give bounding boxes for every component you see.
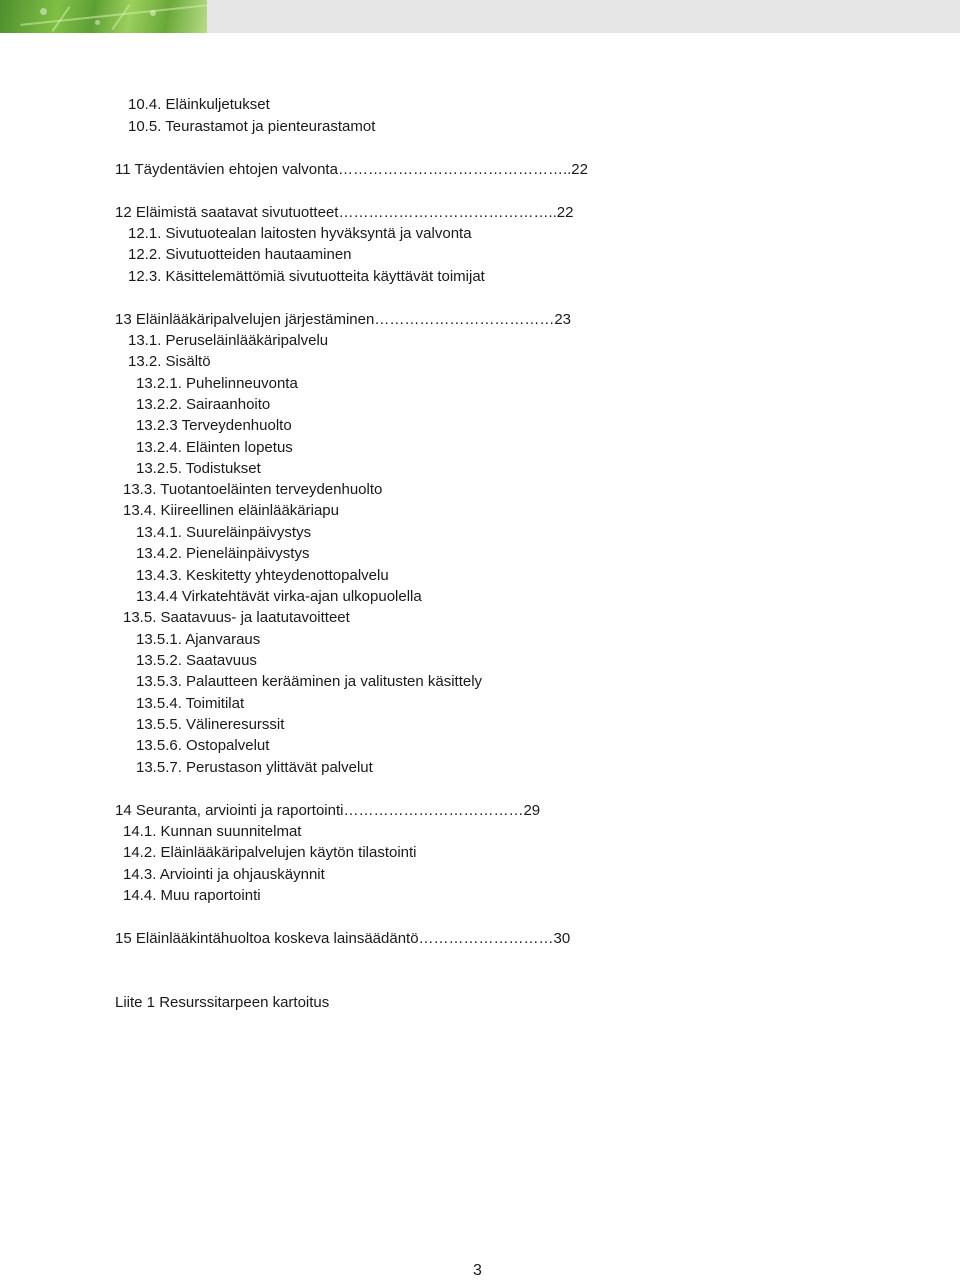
- toc-entry-13-5: 13.5. Saatavuus- ja laatutavoitteet: [123, 609, 350, 626]
- toc-entry-13-5-4: 13.5.4. Toimitilat: [136, 695, 245, 712]
- toc-entry-14-2: 14.2. Eläinlääkäripalvelujen käytön tilastointi: [123, 844, 417, 861]
- toc-entry-10-5: 10.5. Teurastamot ja pienteurastamot: [128, 118, 376, 135]
- toc-entry-12-3: 12.3. Käsittelemättömiä sivutuotteita käyttävät toimijat: [128, 268, 485, 285]
- toc-entry-13: 13 Eläinlääkäripalvelujen järjestäminen………………………………23: [115, 311, 572, 328]
- toc-entry-12: 12 Eläimistä saatavat sivutuotteet……………………………………..22: [115, 204, 574, 221]
- toc-entry-13-2-2: 13.2.2. Sairaanhoito: [136, 396, 271, 413]
- toc-entry-10-4: 10.4. Eläinkuljetukset: [128, 96, 270, 113]
- toc-entry-13-2-3: 13.2.3 Terveydenhuolto: [136, 417, 292, 434]
- toc-entry-11: 11 Täydentävien ehtojen valvonta………………………………………..22: [115, 161, 588, 178]
- toc-entry-12-2: 12.2. Sivutuotteiden hautaaminen: [128, 246, 352, 263]
- toc-entry-13-5-5: 13.5.5. Välineresurssit: [136, 716, 285, 733]
- toc-entry-13-2-4: 13.2.4. Eläinten lopetus: [136, 439, 293, 456]
- toc-entry-13-4: 13.4. Kiireellinen eläinlääkäriapu: [123, 502, 339, 519]
- toc-entry-13-5-2: 13.5.2. Saatavuus: [136, 652, 257, 669]
- toc-entry-13-3: 13.3. Tuotantoeläinten terveydenhuolto: [123, 481, 383, 498]
- toc-entry-13-1: 13.1. Peruseläinlääkäripalvelu: [128, 332, 329, 349]
- toc-entry-liite-1: Liite 1 Resurssitarpeen kartoitus: [115, 994, 330, 1011]
- toc-entry-13-2-1: 13.2.1. Puhelinneuvonta: [136, 375, 298, 392]
- toc-entry-13-4-1: 13.4.1. Suureläinpäivystys: [136, 524, 312, 541]
- toc-entry-13-5-1: 13.5.1. Ajanvaraus: [136, 631, 261, 648]
- toc-entry-13-4-3: 13.4.3. Keskitetty yhteydenottopalvelu: [136, 567, 389, 584]
- toc-entry-13-4-2: 13.4.2. Pieneläinpäivystys: [136, 545, 310, 562]
- leaf-header-image: [0, 0, 207, 33]
- toc-entry-13-5-7: 13.5.7. Perustason ylittävät palvelut: [136, 759, 373, 776]
- toc-entry-13-2-5: 13.2.5. Todistukset: [136, 460, 261, 477]
- toc-entry-13-4-4: 13.4.4 Virkatehtävät virka-ajan ulkopuolella: [136, 588, 422, 605]
- page-number: 3: [473, 1262, 482, 1279]
- toc-entry-14: 14 Seuranta, arviointi ja raportointi………………………………29: [115, 802, 541, 819]
- toc-entry-13-5-6: 13.5.6. Ostopalvelut: [136, 737, 270, 754]
- toc-entry-12-1: 12.1. Sivutuotealan laitosten hyväksyntä ja valvonta: [128, 225, 472, 242]
- toc-entry-15: 15 Eläinlääkintähuoltoa koskeva lainsäädäntö………………………30: [115, 930, 571, 947]
- toc-entry-14-4: 14.4. Muu raportointi: [123, 887, 261, 904]
- toc-entry-13-2: 13.2. Sisältö: [128, 353, 211, 370]
- header-bar: [0, 0, 960, 33]
- toc-entry-13-5-3: 13.5.3. Palautteen kerääminen ja valitusten käsittely: [136, 673, 483, 690]
- toc-entry-14-3: 14.3. Arviointi ja ohjauskäynnit: [123, 866, 325, 883]
- toc-entry-14-1: 14.1. Kunnan suunnitelmat: [123, 823, 302, 840]
